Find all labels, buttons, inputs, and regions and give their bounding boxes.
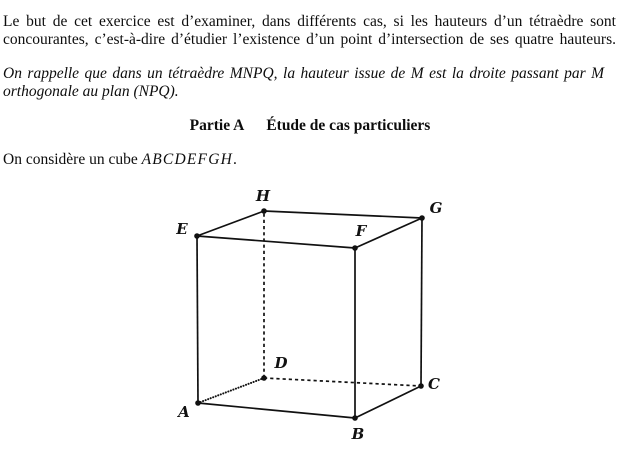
vertex-dot-G [419, 215, 425, 221]
cube-edge-AD [198, 378, 264, 403]
cube-edge-DC [264, 378, 421, 386]
vertex-dot-A [195, 400, 201, 406]
vertex-label-A: A [178, 403, 190, 421]
cube-edge-HG [264, 211, 422, 218]
vertex-dot-E [194, 233, 200, 239]
cube-edge-AB [198, 403, 355, 418]
vertex-label-G: G [429, 199, 443, 217]
reminder-line-1: On rappelle que dans un tétraèdre MNPQ, la hauteur issue de M est la droite passant par M [3, 65, 604, 82]
cube-name: ABCDEFGH [141, 151, 233, 168]
cube-intro-suffix: . [233, 151, 237, 168]
section-part-title: Étude de cas particuliers [266, 117, 431, 134]
cube-edge-CG [421, 218, 422, 386]
cube-edge-EH [197, 211, 264, 236]
cube-edge-AE [197, 236, 198, 403]
intro-line-1: Le but de cet exercice est d’examiner, dans différents cas, si les hauteurs d’un tétraèdre sont [3, 13, 616, 30]
vertex-label-H: H [255, 187, 271, 205]
vertex-label-F: F [355, 222, 367, 240]
vertex-dot-B [352, 415, 358, 421]
reminder-line-2: orthogonale au plan (NPQ). [3, 83, 179, 100]
vertex-dot-H [261, 208, 267, 214]
section-part-label: Partie A [189, 117, 245, 134]
vertex-label-C: C [428, 375, 440, 393]
cube-intro-prefix: On considère un cube [3, 151, 142, 168]
cube-edge-EF [197, 236, 355, 248]
cube-edge-BC [355, 386, 421, 418]
vertex-dot-D [261, 375, 267, 381]
intro-line-2: concourantes, c’est-à-dire d’étudier l’existence d’un point d’intersection de ses quatre hauteurs. [3, 31, 616, 48]
vertex-label-B: B [351, 425, 365, 443]
vertex-label-D: D [274, 354, 288, 372]
vertex-label-E: E [176, 220, 188, 238]
vertex-dot-F [352, 245, 358, 251]
vertex-dot-C [418, 383, 424, 389]
